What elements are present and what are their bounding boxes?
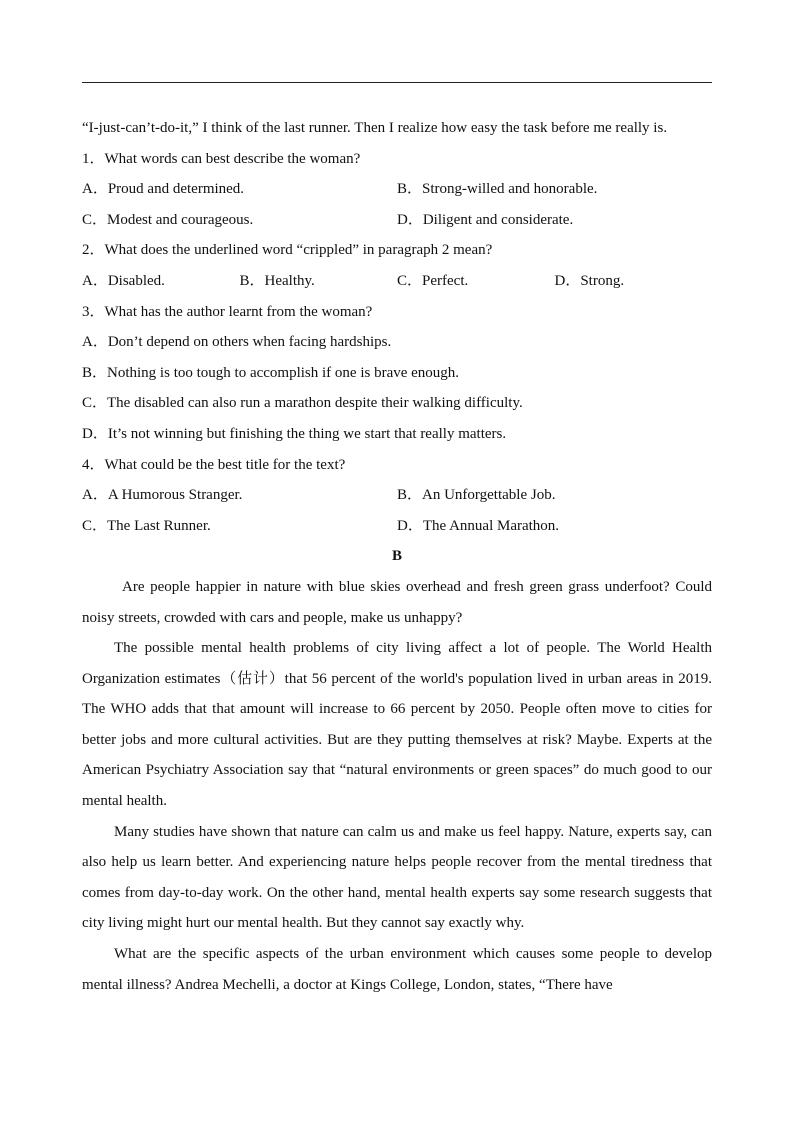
option-b[interactable] — [397, 480, 712, 511]
option-text: Don’t depend on others when facing hardships. — [107, 334, 392, 351]
option-a[interactable] — [82, 327, 712, 358]
option-text: A Humorous Stranger. — [107, 487, 243, 504]
option-c[interactable] — [82, 205, 397, 236]
option-text: Perfect. — [422, 272, 469, 289]
option-text: Diligent and considerate. — [422, 211, 574, 228]
options-row — [82, 174, 712, 205]
option-text: The Last Runner. — [107, 517, 211, 534]
options-row — [82, 205, 712, 236]
passage-paragraph-4: What are the specific aspects of the urban environment which causes some people to develop mental illness? Andrea Mechelli, a doctor at Kings College, London, states, “There have — [82, 946, 712, 993]
option-letter: D． — [397, 211, 423, 228]
option-letter: C． — [82, 395, 108, 412]
option-text: The disabled can also run a marathon despite their walking difficulty. — [107, 395, 523, 412]
passage-paragraph-2: The possible mental health problems of city living affect a lot of people. The World Health Organization estimates（估计）that 56 percent of the world's population lived in urban areas in 2019. The WHO adds that that amount will increase to 66 percent by 2050. People often move to cities for better jobs and more cultural activities. But are they putting themselves at risk? Maybe. Experts at the American Psychiatry Association say that “natural environments or green spaces” do much good to our mental health. — [82, 640, 712, 810]
question-text: What could be the best title for the text? — [104, 456, 346, 473]
options-row — [82, 511, 712, 542]
continuation-line: “I-just-can’t-do-it,” I think of the last runner. Then I realize how easy the task before me really is. — [82, 120, 668, 136]
option-letter: C． — [397, 272, 423, 289]
page-content — [82, 113, 712, 1000]
question-number: 3． — [82, 303, 105, 320]
option-letter: B． — [82, 364, 108, 381]
option-a[interactable] — [82, 174, 397, 205]
question-number: 2． — [82, 242, 105, 259]
section-label: B — [391, 548, 402, 565]
question-text: What words can best describe the woman? — [104, 150, 361, 167]
option-d[interactable] — [82, 419, 712, 450]
option-letter: C． — [82, 517, 108, 534]
option-text: Modest and courageous. — [107, 211, 254, 228]
option-text: Proud and determined. — [107, 181, 245, 198]
option-letter: A． — [82, 334, 108, 351]
option-text: An Unforgettable Job. — [422, 487, 556, 504]
option-d[interactable] — [397, 511, 712, 542]
option-c[interactable] — [82, 511, 397, 542]
question-3 — [82, 297, 712, 328]
option-a[interactable] — [82, 480, 397, 511]
option-letter: D． — [554, 272, 581, 289]
header-rule — [82, 82, 712, 83]
option-c[interactable] — [82, 388, 712, 419]
option-text: Healthy. — [264, 272, 315, 289]
option-b[interactable] — [240, 266, 398, 297]
option-text: Disabled. — [107, 272, 165, 289]
option-b[interactable] — [397, 174, 712, 205]
option-text: Strong. — [580, 272, 625, 289]
option-text: The Annual Marathon. — [422, 517, 560, 534]
question-number: 1． — [82, 150, 105, 167]
option-d[interactable] — [555, 266, 713, 297]
option-letter: B． — [239, 272, 265, 289]
option-letter: A． — [82, 272, 108, 289]
question-number: 4． — [82, 456, 105, 473]
option-text: Strong-willed and honorable. — [422, 181, 598, 198]
question-1 — [82, 144, 712, 175]
option-letter: A． — [82, 181, 108, 198]
option-letter: C． — [82, 211, 108, 228]
options-row — [82, 480, 712, 511]
option-text: Nothing is too tough to accomplish if one is brave enough. — [107, 364, 460, 381]
question-text: What does the underlined word “crippled” in paragraph 2 mean? — [104, 242, 493, 259]
passage-paragraph-1: Are people happier in nature with blue skies overhead and fresh green grass underfoot? Could noisy streets, crowded with cars and people, make us unhappy? — [82, 578, 712, 626]
option-letter: A． — [82, 487, 108, 504]
question-text: What has the author learnt from the woman? — [104, 303, 373, 320]
option-b[interactable] — [82, 358, 712, 389]
option-letter: D． — [397, 517, 423, 534]
option-text: It’s not winning but finishing the thing we start that really matters. — [107, 425, 507, 442]
option-letter: B． — [397, 181, 423, 198]
options-row — [82, 266, 712, 297]
option-letter: D． — [82, 425, 108, 442]
passage-paragraph-3: Many studies have shown that nature can calm us and make us feel happy. Nature, experts say, can also help us learn better. And experiencing nature helps people recover from the mental tiredness that comes from day-to-day work. On the other hand, mental health experts say some research suggests that city living might hurt our mental health. But they cannot say exactly why. — [82, 823, 712, 932]
option-c[interactable] — [397, 266, 555, 297]
question-4 — [82, 450, 712, 481]
option-a[interactable] — [82, 266, 240, 297]
option-d[interactable] — [397, 205, 712, 236]
question-2 — [82, 235, 712, 266]
option-letter: B． — [397, 487, 423, 504]
